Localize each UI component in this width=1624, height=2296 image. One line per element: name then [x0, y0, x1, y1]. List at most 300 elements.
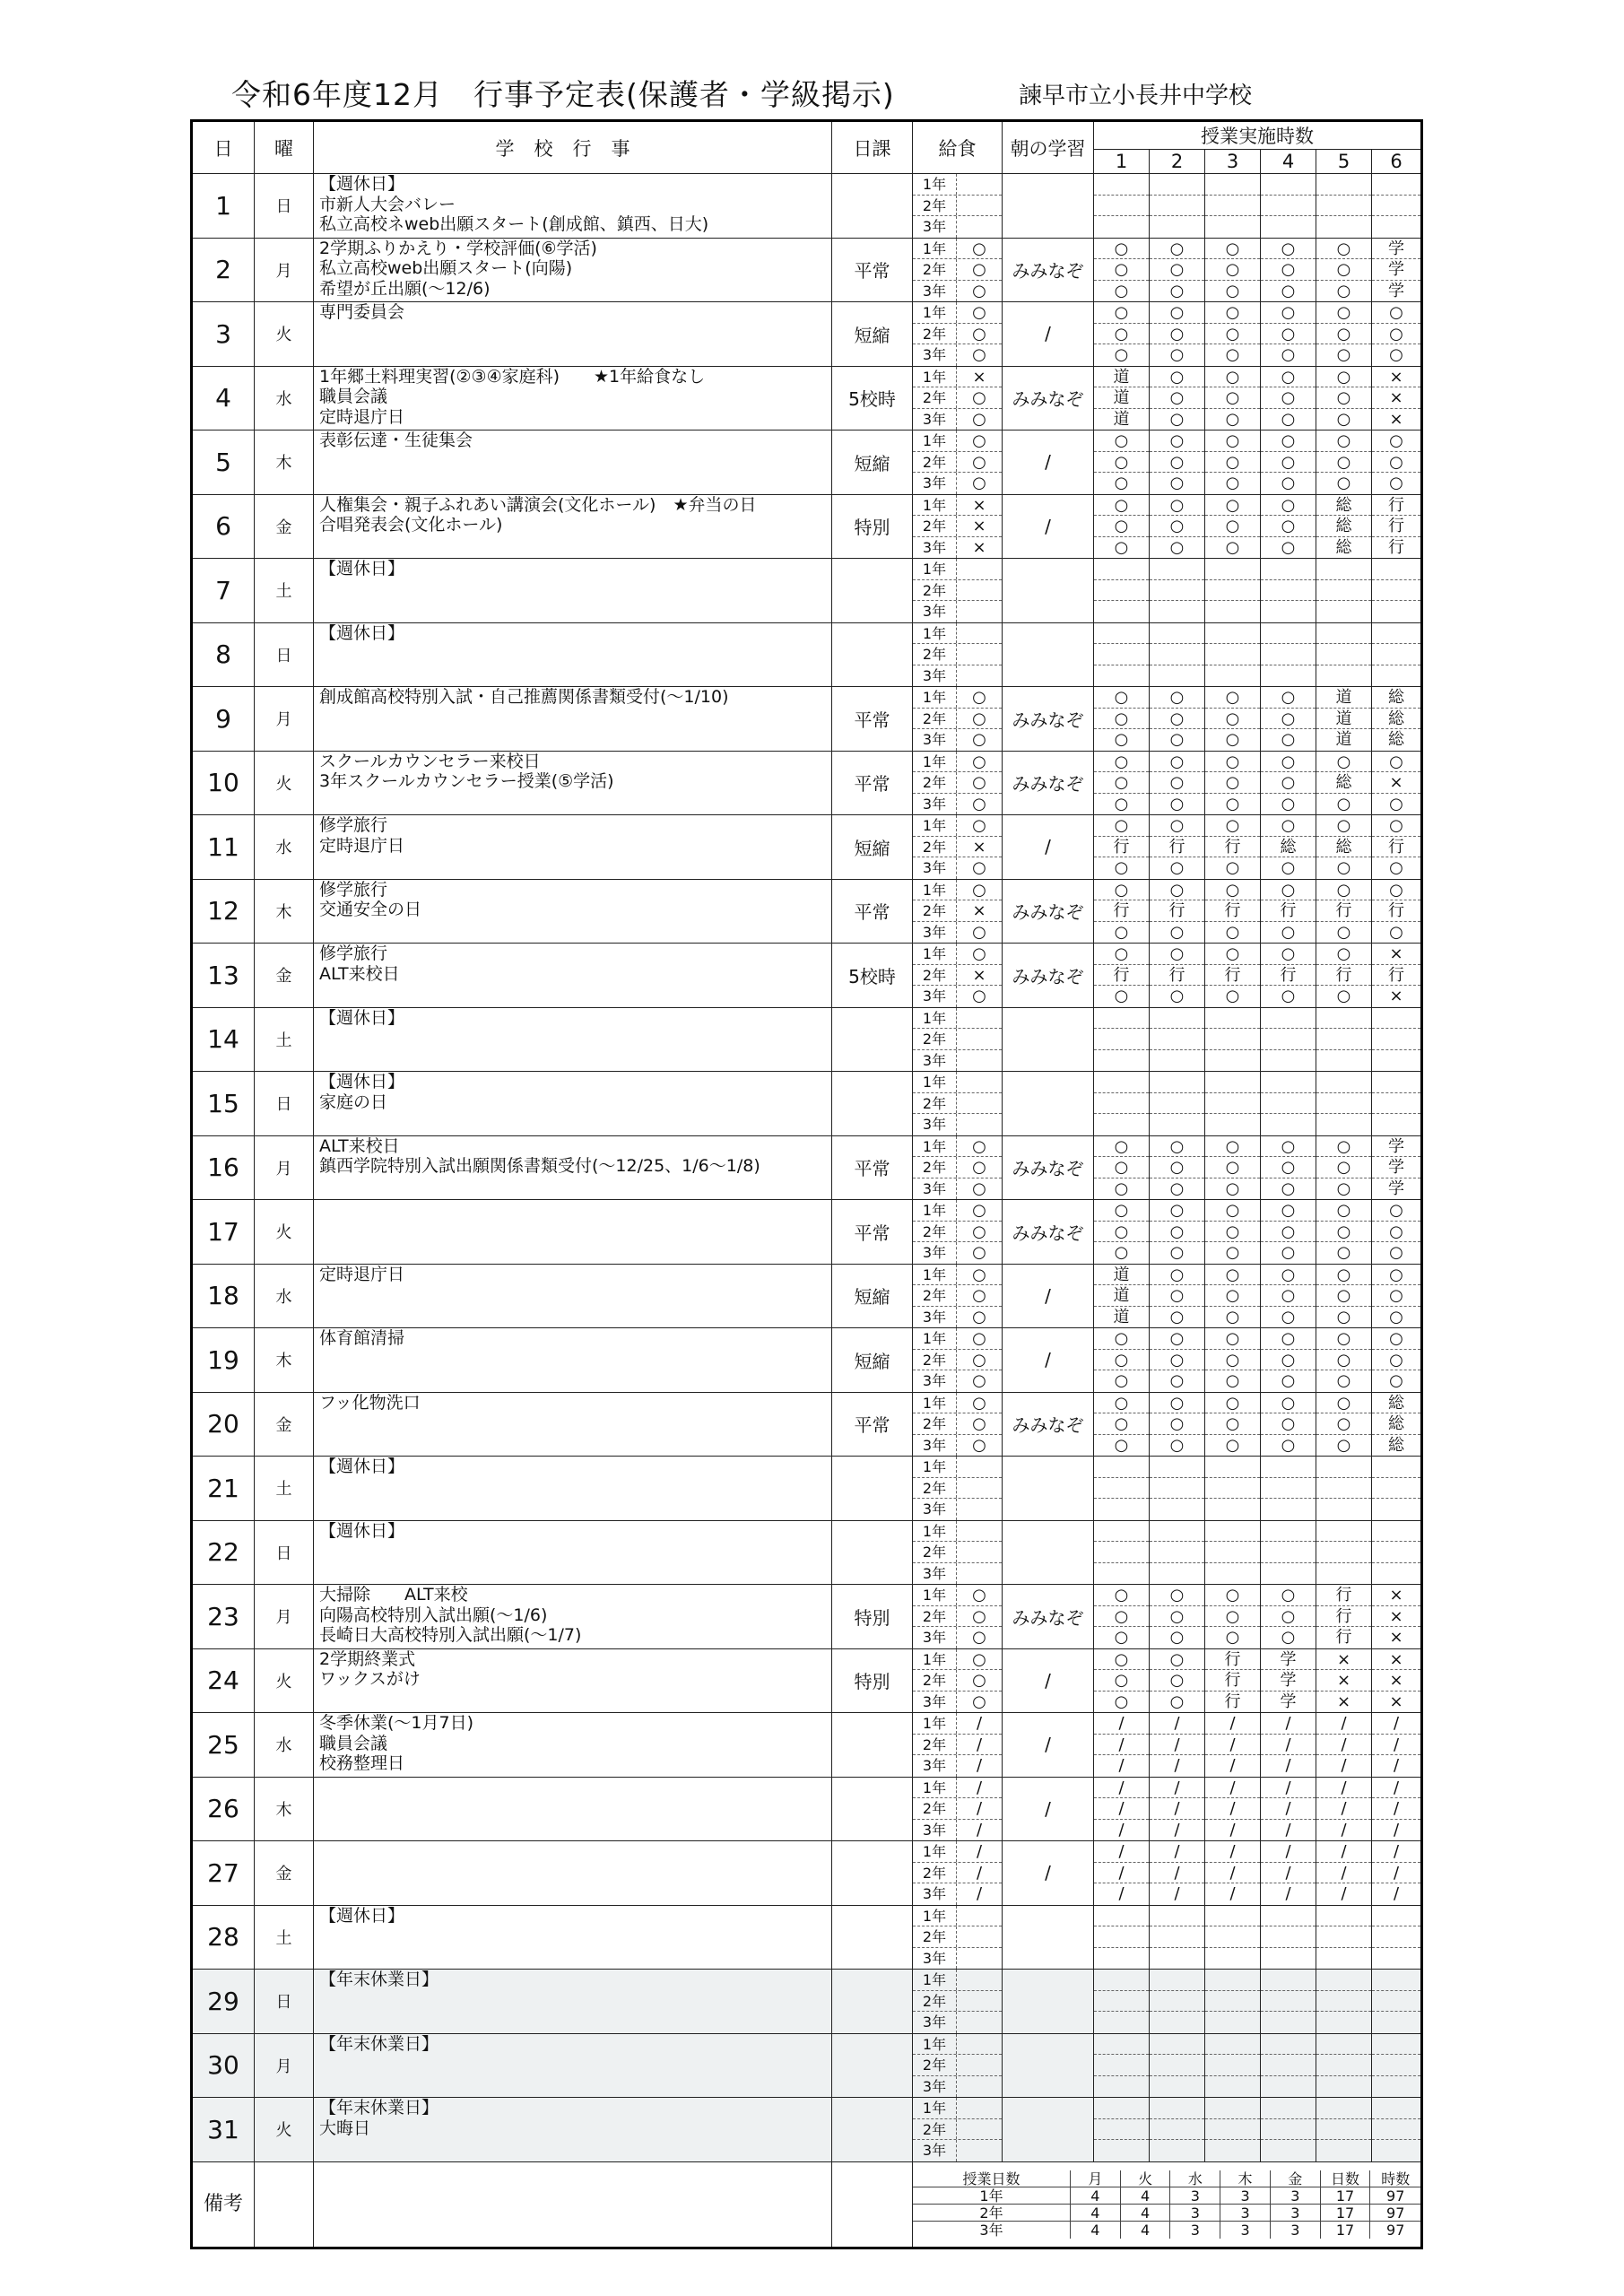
kyushoku-grade-row [913, 1072, 1002, 1093]
kyushoku-mark [957, 2012, 1002, 2033]
nikka-cell [832, 2033, 913, 2098]
period-mark: ○ [1205, 1606, 1260, 1628]
period-mark: 総 [1388, 1435, 1405, 1455]
period-mark: ○ [1114, 858, 1129, 877]
day-number: 16 [192, 1135, 255, 1200]
kyushoku-mark: ○ [972, 1371, 986, 1390]
period-mark [1261, 1499, 1316, 1520]
day-number: 2 [192, 238, 255, 302]
period-mark: ○ [1094, 259, 1149, 281]
period-mark [1316, 559, 1371, 580]
nikka-cell: 平常 [832, 751, 913, 815]
summary-value: 97 [1386, 2221, 1405, 2239]
kyushoku-mark [957, 1457, 1002, 1477]
day-row [192, 1841, 1422, 1906]
period-cell [1150, 174, 1205, 239]
event-line: 市新人大会バレー [319, 194, 456, 214]
period-mark: ○ [1261, 452, 1316, 474]
kyushoku-mark: ○ [972, 260, 986, 279]
grade-label: 3年 [913, 537, 957, 559]
period-mark: ○ [1372, 815, 1420, 837]
kyushoku-mark [957, 2140, 1002, 2161]
period-mark: / [1205, 1863, 1260, 1884]
period-cell [1372, 1135, 1422, 1200]
period-mark: / [1261, 1798, 1316, 1820]
period-mark [1316, 2055, 1371, 2076]
period-mark: ○ [1114, 1628, 1129, 1647]
period-mark: ○ [1372, 1350, 1420, 1371]
period-mark: ○ [1261, 1136, 1316, 1158]
summary-value: 3 [1220, 2205, 1271, 2221]
period-cell [1372, 302, 1422, 367]
period-mark: / [1341, 1884, 1347, 1903]
period-mark [1094, 580, 1149, 602]
period-mark: × [1389, 987, 1403, 1005]
nikka-cell [832, 2098, 913, 2162]
asa-cell: / [1003, 815, 1094, 880]
period-mark: 総 [1372, 687, 1420, 709]
grade-label: 1年 [913, 944, 957, 964]
grade-label: 1年 [913, 1713, 957, 1734]
period-cell [1316, 1777, 1372, 1841]
period-mark: ○ [1261, 944, 1316, 965]
grade-label: 3年 [913, 281, 957, 302]
period-cell [1205, 622, 1261, 687]
period-mark: / [1229, 1820, 1236, 1839]
period-mark: 行 [1150, 837, 1204, 858]
kyushoku-cell [913, 1970, 1003, 2034]
kyushoku-grade-row [913, 367, 1002, 388]
period-mark: ○ [1169, 730, 1185, 749]
period-mark: 学 [1388, 1178, 1405, 1198]
kyushoku-cell [913, 879, 1003, 944]
period-cell [1316, 944, 1372, 1008]
grade-label: 1年 [913, 1649, 957, 1670]
day-number: 8 [192, 622, 255, 687]
period-mark: 行 [1205, 965, 1260, 987]
period-mark: / [1174, 1884, 1180, 1903]
period-mark: ○ [1336, 345, 1351, 364]
period-mark: ○ [1114, 987, 1129, 1005]
period-mark [1205, 1008, 1260, 1030]
nikka-cell [832, 174, 913, 239]
asa-cell: みみなぞ [1003, 366, 1094, 430]
weekday: 火 [255, 751, 314, 815]
period-cell [1094, 1200, 1150, 1265]
period-cell [1316, 366, 1372, 430]
event-line: 向陽高校特別入試出願(～1/6) [319, 1605, 548, 1625]
kyushoku-mark: ○ [972, 1201, 986, 1220]
kyushoku-mark: ○ [972, 730, 986, 749]
kyushoku-mark [957, 644, 1002, 665]
period-mark: ○ [1281, 1435, 1296, 1455]
summary-value: 4 [1071, 2205, 1121, 2221]
period-cell [1261, 1841, 1316, 1906]
period-cell [1150, 1585, 1205, 1649]
period-mark: ○ [1169, 1243, 1185, 1262]
period-mark [1316, 601, 1371, 622]
event-line: 鎮西学院特別入試出願関係書類受付(～12/25、1/6～1/8) [319, 1156, 760, 1176]
grade-label: 2年 [913, 1222, 957, 1242]
period-mark: ○ [1094, 1413, 1149, 1435]
period-mark: 行 [1261, 900, 1316, 922]
period-mark [1150, 2076, 1204, 2098]
grade-label: 3年 [913, 1370, 957, 1392]
kyushoku-cell [913, 2098, 1003, 2162]
kyushoku-grade-row [913, 1050, 1002, 1072]
period-cell [1150, 1905, 1205, 1970]
kyushoku-mark: ○ [972, 345, 986, 364]
kyushoku-mark: ○ [972, 1606, 986, 1626]
kyushoku-grade-row [913, 687, 1002, 709]
nikka-cell [832, 1007, 913, 1072]
event-line: 定時退庁日 [319, 1264, 405, 1284]
period-cell [1316, 1328, 1372, 1393]
day-number: 21 [192, 1457, 255, 1521]
period-mark: 学 [1372, 259, 1420, 281]
period-mark: / [1341, 1820, 1347, 1839]
period-mark: ○ [1336, 1307, 1351, 1326]
events-cell [314, 238, 832, 302]
period-mark: ○ [1261, 1393, 1316, 1414]
kyushoku-grade-row [913, 409, 1002, 430]
period-mark: ○ [1281, 474, 1296, 492]
period-mark [1150, 2140, 1204, 2161]
period-mark: ○ [1261, 1606, 1316, 1628]
period-mark: ○ [1225, 922, 1240, 942]
period-mark: ○ [1372, 1328, 1420, 1350]
kyushoku-mark [957, 1926, 1002, 1947]
period-cell [1094, 302, 1150, 367]
period-mark: / [1261, 1778, 1316, 1799]
summary-header-cell: 授業日数 [913, 2170, 1071, 2187]
period-mark: ○ [1169, 1692, 1185, 1711]
period-mark [1205, 623, 1260, 645]
period-cell [1316, 1264, 1372, 1328]
period-mark: 行 [1150, 900, 1204, 922]
period-mark [1205, 559, 1260, 580]
weekday: 火 [255, 1200, 314, 1265]
day-row [192, 559, 1422, 623]
asa-cell [1003, 559, 1094, 623]
period-mark: × [1372, 944, 1420, 965]
period-mark [1205, 1521, 1260, 1543]
nikka-cell: 特別 [832, 1585, 913, 1649]
event-line: 【年末休業日】 [319, 2033, 439, 2054]
period-mark: 総 [1335, 537, 1352, 557]
period-mark [1150, 1991, 1204, 2013]
grade-label: 1年 [913, 1328, 957, 1349]
period-mark: × [1372, 367, 1420, 388]
kyushoku-mark: ○ [972, 1586, 986, 1605]
grade-label: 2年 [913, 1542, 957, 1562]
period-mark: ○ [1336, 1243, 1351, 1262]
asa-cell: みみなぞ [1003, 751, 1094, 815]
weekday: 月 [255, 687, 314, 752]
period-cell [1150, 559, 1205, 623]
period-cell [1150, 1777, 1205, 1841]
kyushoku-grade-row [913, 1841, 1002, 1863]
period-cell [1372, 1777, 1422, 1841]
period-cell [1261, 1007, 1316, 1072]
events-cell [314, 815, 832, 880]
period-mark [1094, 1542, 1149, 1563]
asa-cell [1003, 1970, 1094, 2034]
grade-label: 2年 [913, 1478, 957, 1499]
kyushoku-grade-row [913, 1649, 1002, 1671]
period-mark: 行 [1372, 965, 1420, 987]
kyushoku-grade-row [913, 1906, 1002, 1927]
period-mark: 学 [1372, 239, 1420, 260]
period-mark: 学 [1261, 1670, 1316, 1692]
day-number: 11 [192, 815, 255, 880]
nikka-cell: 短縮 [832, 1264, 913, 1328]
kyushoku-cell [913, 1648, 1003, 1713]
period-mark [1316, 623, 1371, 645]
period-cell [1205, 1392, 1261, 1457]
period-mark [1372, 1906, 1420, 1927]
grade-label: 3年 [913, 2012, 957, 2033]
period-mark [1261, 601, 1316, 622]
period-mark: ○ [1150, 324, 1204, 345]
period-mark: ○ [1316, 430, 1371, 452]
kyushoku-mark: ○ [972, 987, 986, 1005]
period-mark [1372, 1114, 1420, 1135]
period-mark: / [1316, 1778, 1371, 1799]
period-cell [1316, 1841, 1372, 1906]
summary-value: 17 [1321, 2205, 1371, 2221]
period-mark [1316, 665, 1371, 687]
period-cell [1261, 815, 1316, 880]
kyushoku-mark [957, 1542, 1002, 1562]
summary-header-cell: 火 [1121, 2170, 1171, 2187]
period-mark [1205, 2034, 1260, 2056]
period-cell [1261, 430, 1316, 495]
kyushoku-cell [913, 559, 1003, 623]
grade-label: 1年 [913, 430, 957, 451]
kyushoku-mark [957, 665, 1002, 687]
period-cell [1261, 2033, 1316, 2098]
period-mark: ○ [1261, 324, 1316, 345]
period-mark [1261, 2012, 1316, 2033]
kyushoku-mark [957, 2034, 1002, 2055]
weekday: 土 [255, 559, 314, 623]
period-mark: ○ [1114, 794, 1129, 813]
period-mark: ○ [1281, 922, 1296, 942]
grade-label: 2年 [913, 1991, 957, 2012]
kyushoku-cell [913, 238, 1003, 302]
kyushoku-grade-row [913, 1755, 1002, 1777]
asa-cell: / [1003, 430, 1094, 495]
period-mark [1094, 2098, 1149, 2119]
day-row [192, 815, 1422, 880]
period-mark: × [1389, 1692, 1403, 1711]
kyushoku-grade-row [913, 1328, 1002, 1350]
period-cell [1094, 1072, 1150, 1136]
period-cell [1205, 1648, 1261, 1713]
period-mark [1150, 1008, 1204, 1030]
kyushoku-mark [957, 2098, 1002, 2118]
period-mark: ○ [1150, 1200, 1204, 1222]
grade-label: 3年 [913, 2140, 957, 2161]
day-row [192, 622, 1422, 687]
nikka-cell: 特別 [832, 1648, 913, 1713]
period-mark: ○ [1261, 516, 1316, 537]
period-mark [1372, 559, 1420, 580]
nikka-cell: 平常 [832, 1200, 913, 1265]
event-line: 【週休日】 [319, 1457, 405, 1476]
event-line: 定時退庁日 [319, 835, 405, 856]
period-mark [1094, 1457, 1149, 1478]
event-line: 2学期ふりかえり・学校評価(⑥学活) [319, 238, 597, 258]
period-mark [1150, 1457, 1204, 1478]
period-cell [1316, 1905, 1372, 1970]
weekday: 月 [255, 2033, 314, 2098]
asa-cell: / [1003, 1713, 1094, 1778]
period-mark [1261, 1093, 1316, 1115]
period-mark: ○ [1094, 495, 1149, 517]
period-mark [1150, 1114, 1204, 1135]
events-cell [314, 1777, 832, 1841]
period-mark: ○ [1225, 537, 1240, 557]
kyushoku-grade-row [913, 1585, 1002, 1606]
period-mark: ○ [1336, 1435, 1351, 1455]
period-mark: ○ [1225, 474, 1240, 492]
period-cell [1372, 815, 1422, 880]
kyushoku-mark [957, 1114, 1002, 1135]
grade-label: 1年 [913, 1200, 957, 1221]
period-cell [1150, 1135, 1205, 1200]
kyushoku-grade-row [913, 1883, 1002, 1905]
event-line: 【週休日】 [319, 1520, 405, 1541]
period-mark: ○ [1094, 944, 1149, 965]
day-number: 5 [192, 430, 255, 495]
period-mark [1261, 174, 1316, 196]
period-cell [1316, 1200, 1372, 1265]
period-cell [1205, 751, 1261, 815]
period-mark: ○ [1225, 409, 1240, 429]
kyushoku-mark: ○ [972, 1286, 986, 1305]
period-mark: ○ [1150, 495, 1204, 517]
kyushoku-mark: × [972, 495, 986, 515]
period-cell [1150, 944, 1205, 1008]
period-mark: ○ [1150, 880, 1204, 901]
period-mark: ○ [1205, 709, 1260, 730]
asa-cell [1003, 2033, 1094, 2098]
period-mark [1205, 644, 1260, 665]
kyushoku-mark: × [972, 965, 986, 985]
weekday: 木 [255, 1777, 314, 1841]
period-mark [1372, 1029, 1420, 1050]
period-cell [1261, 366, 1316, 430]
period-mark [1372, 623, 1420, 645]
period-cell [1150, 366, 1205, 430]
kyushoku-mark: / [976, 1735, 983, 1754]
weekday: 火 [255, 302, 314, 367]
period-mark: ○ [1316, 452, 1371, 474]
period-mark: ○ [1094, 1649, 1149, 1671]
kyushoku-grade-row [913, 900, 1002, 922]
grade-label: 1年 [913, 1136, 957, 1157]
kyushoku-cell [913, 302, 1003, 367]
period-cell [1094, 559, 1150, 623]
period-mark: ○ [1389, 858, 1403, 877]
asa-cell [1003, 1905, 1094, 1970]
period-mark [1316, 1970, 1371, 1991]
period-cell [1205, 1585, 1261, 1649]
period-cell [1316, 559, 1372, 623]
period-mark: ○ [1169, 345, 1185, 364]
period-cell [1316, 1520, 1372, 1585]
period-mark: ○ [1094, 1136, 1149, 1158]
period-mark [1150, 2034, 1204, 2056]
period-mark: ○ [1169, 1178, 1185, 1198]
header-row [192, 121, 1422, 150]
summary-value: 2年 [913, 2205, 1071, 2221]
kyushoku-mark [957, 1093, 1002, 1114]
period-mark [1372, 1948, 1420, 1970]
period-mark: ○ [1316, 1413, 1371, 1435]
kyushoku-mark [957, 1970, 1002, 1990]
period-mark: / [1150, 1798, 1204, 1820]
kyushoku-grade-row [913, 344, 1002, 366]
events-cell [314, 1072, 832, 1136]
period-mark: / [1372, 1735, 1420, 1756]
period-mark [1205, 2076, 1260, 2098]
day-row [192, 1007, 1422, 1072]
period-mark: ○ [1114, 345, 1129, 364]
period-cell [1372, 2033, 1422, 2098]
period-mark [1316, 1072, 1371, 1093]
grade-label: 1年 [913, 752, 957, 772]
period-cell [1094, 687, 1150, 752]
kyushoku-mark: ○ [972, 1671, 986, 1690]
period-cell [1205, 1072, 1261, 1136]
weekday: 月 [255, 1135, 314, 1200]
grade-label: 2年 [913, 580, 957, 601]
period-cell [1150, 494, 1205, 559]
period-mark [1372, 1542, 1420, 1563]
day-row [192, 1200, 1422, 1265]
period-mark [1261, 1478, 1316, 1500]
period-mark: ○ [1225, 987, 1240, 1005]
period-cell [1372, 1841, 1422, 1906]
kyushoku-mark [957, 196, 1002, 216]
events-cell [314, 366, 832, 430]
period-cell [1150, 1328, 1205, 1393]
grade-label: 2年 [913, 196, 957, 216]
period-cell [1150, 687, 1205, 752]
period-mark [1316, 1563, 1371, 1585]
period-mark: ○ [1114, 1243, 1129, 1262]
period-mark: ○ [1372, 1265, 1420, 1286]
period-mark [1372, 1991, 1420, 2013]
period-mark: / [1393, 1756, 1400, 1775]
period-cell [1205, 687, 1261, 752]
period-mark [1094, 1050, 1149, 1072]
summary-value: 4 [1121, 2222, 1171, 2239]
period-mark: ○ [1205, 1585, 1260, 1606]
period-mark [1094, 1093, 1149, 1115]
period-mark: ○ [1316, 1328, 1371, 1350]
period-cell [1205, 1457, 1261, 1521]
period-cell [1094, 1841, 1150, 1906]
event-line: 長崎日大高校特別入試出願(～1/7) [319, 1625, 582, 1645]
kyushoku-grade-row [913, 1370, 1002, 1392]
period-mark [1094, 1114, 1149, 1135]
period-mark: ○ [1205, 1285, 1260, 1307]
period-mark: ○ [1281, 281, 1296, 300]
